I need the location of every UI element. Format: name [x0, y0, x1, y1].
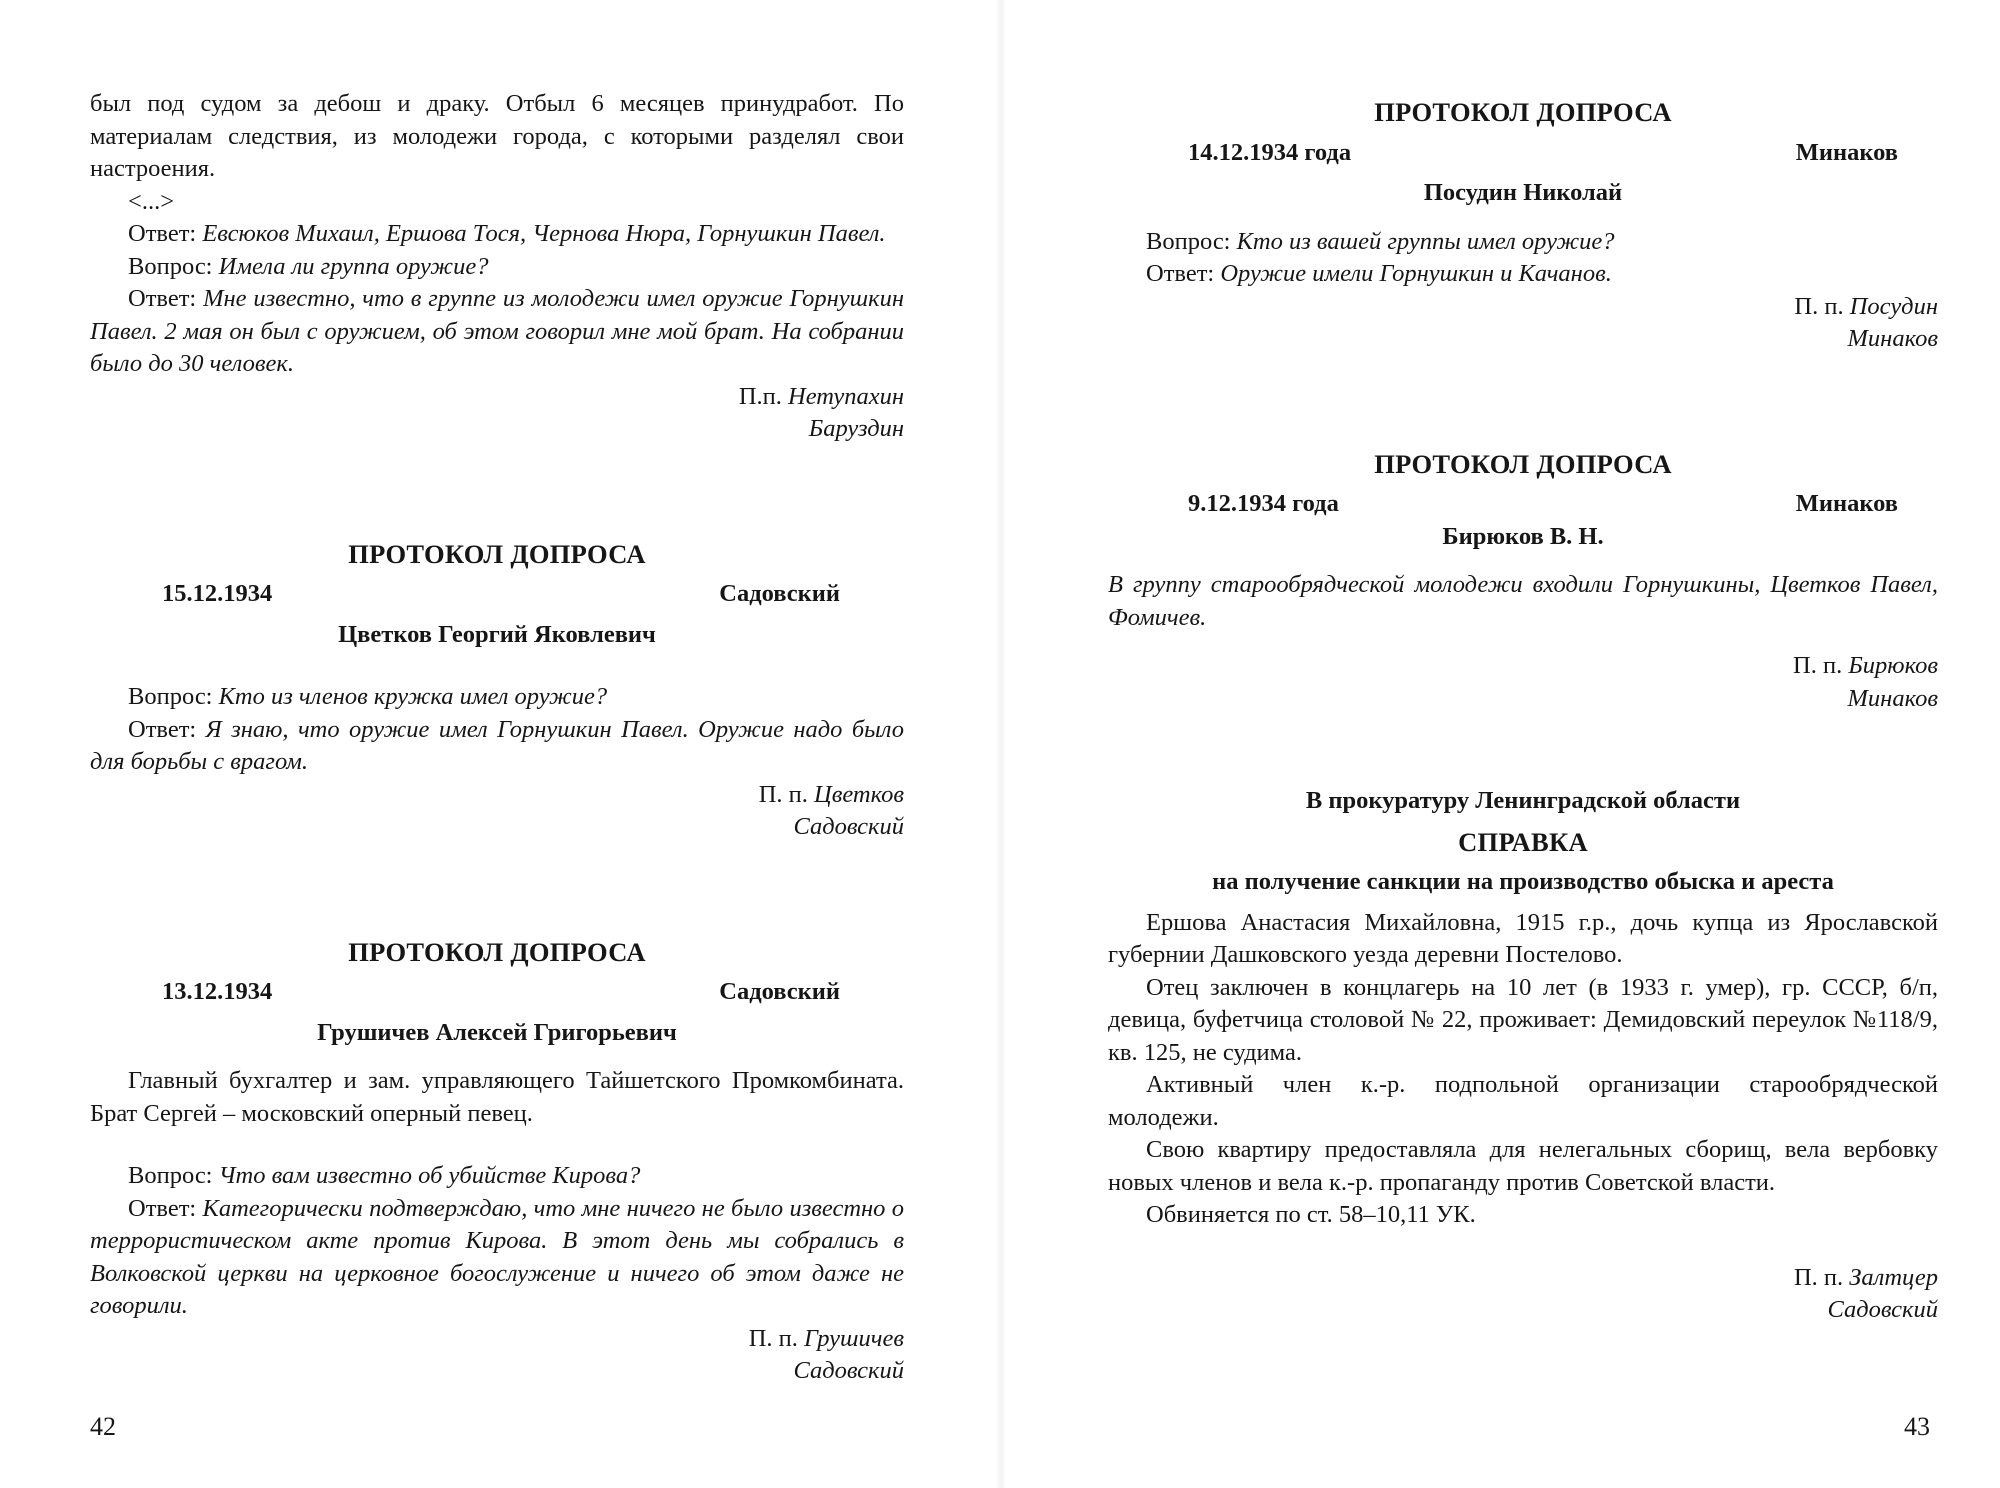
signature-prefix: П. п.: [758, 780, 808, 808]
answer-label: Ответ:: [128, 220, 197, 247]
protocol-date: 15.12.1934: [162, 580, 273, 607]
answer-text: Я знаю, что оружие имел Горнушкин Павел. Оружие надо было для борьбы с врагом.: [90, 715, 905, 775]
signature-line: [1108, 650, 1938, 683]
interrogated-person: Бирюков В. Н.: [1442, 522, 1604, 550]
answer-label: Ответ:: [128, 1194, 197, 1222]
answer-label: Ответ:: [128, 285, 197, 312]
protocol-officer: Садовский: [719, 978, 840, 1005]
protocol-meta: [90, 976, 904, 1009]
person-bio: Главный бухгалтер и зам. управляющего Тайшетского Промкомбината. Брат Сергей – московский оперный певец.: [90, 1067, 904, 1127]
intro-paragraph: был под судом за дебош и драку. Отбыл 6 месяцев принудработ. По материалам следствия, из молодежи города, с которыми разделял свои настроения.: [90, 90, 904, 182]
answer-text: Категорически подтверждаю, что мне ничего не было известно о террористическом акте против Кирова. В этот день мы собрались в Волковской церкви на церковное богослужение и ничего об этом даже не говорили.: [90, 1194, 904, 1319]
signature-prefix: П. п.: [1793, 1263, 1844, 1291]
spravka-subtitle: на получение санкции на производство обыска и ареста: [1212, 868, 1834, 895]
spravka-paragraph: Свою квартиру предоставляла для нелегальных сборищ, вела вербовку новых членов и вела к.-р. пропаганду против Советской власти.: [1108, 1136, 1938, 1196]
signature-name: Минаков: [1847, 684, 1938, 712]
signature-line: [90, 779, 904, 812]
question-label: Вопрос:: [128, 252, 213, 280]
answer-text: Оружие имели Горнушкин и Качанов.: [1220, 260, 1612, 287]
protocol-officer: Садовский: [719, 580, 840, 607]
signature-prefix: П.п.: [738, 382, 782, 410]
signature-line-2: [90, 413, 904, 446]
question-text: Кто из членов кружка имел оружие?: [218, 683, 608, 710]
spravka-title: СПРАВКА: [1458, 826, 1588, 857]
question: [1108, 226, 1938, 259]
answer-label: Ответ:: [128, 715, 197, 743]
protocol-title: ПРОТОКОЛ ДОПРОСА: [348, 538, 646, 569]
protocol-title: ПРОТОКОЛ ДОПРОСА: [348, 936, 646, 967]
signature-line: [1108, 291, 1938, 324]
spravka-paragraph: Активный член к.-р. подпольной организации старообрядческой молодежи.: [1108, 1071, 1938, 1131]
signature-line-2: [90, 1355, 904, 1388]
signature-name: Грушичев: [804, 1324, 904, 1352]
spravka-paragraph: Отец заключен в концлагерь на 10 лет (в 1933 г. умер), гр. СССР, б/п, девица, буфетчица столовой № 22, проживает: Демидовский переулок №118/9, кв. 125, не судима.: [1108, 973, 1938, 1066]
interrogated-person: Грушичев Алексей Григорьевич: [317, 1018, 677, 1046]
signature-name: Садовский: [793, 1357, 904, 1384]
protocol-date: 9.12.1934 года: [1188, 490, 1339, 517]
spacer: [90, 844, 904, 936]
signature-prefix: П. п.: [1793, 652, 1843, 679]
question: [90, 681, 904, 714]
question-label: Вопрос:: [128, 683, 213, 710]
question-label: Вопрос:: [128, 1162, 213, 1189]
signature-name: Нетупахин: [788, 382, 904, 410]
signature-name: Баруздин: [808, 415, 904, 442]
signature-line: [90, 381, 904, 414]
protocol-meta: [1108, 488, 1938, 521]
answer-1: [90, 218, 904, 251]
question-1: [90, 251, 904, 284]
signature-name: Садовский: [1827, 1296, 1938, 1323]
answer: [90, 714, 904, 779]
signature-name: Цветков: [814, 780, 904, 808]
spravka-addressee: В прокуратуру Ленинградской области: [1305, 787, 1741, 814]
question: [90, 1160, 904, 1193]
spacer: [90, 446, 904, 538]
protocol-meta: [1108, 137, 1938, 170]
spacer: [1108, 356, 1938, 448]
signature-line: [1108, 1262, 1938, 1295]
signature-name: Посудин: [1849, 292, 1938, 320]
protocol-date: 14.12.1934 года: [1188, 138, 1352, 166]
spravka-paragraph: Ершова Анастасия Михайловна, 1915 г.р., дочь купца из Ярославской губернии Дашковского уезда деревни Постелово.: [1108, 908, 1938, 968]
answer-text: Евсюков Михаил, Ершова Тося, Чернова Нюра, Горнушкин Павел.: [202, 220, 886, 247]
protocol-meta: [90, 578, 904, 611]
interrogated-person: Посудин Николай: [1423, 179, 1623, 206]
signature-line: [90, 1323, 904, 1356]
signature-line-2: [1108, 323, 1938, 356]
protocol-date: 13.12.1934: [162, 978, 273, 1005]
ellipsis: <...>: [128, 187, 175, 215]
question-text: Что вам известно об убийстве Кирова?: [218, 1162, 641, 1189]
page-number: 42: [90, 1412, 116, 1441]
signature-line-2: [90, 811, 904, 844]
question-label: Вопрос:: [1146, 227, 1231, 255]
signature-line-2: [1108, 1294, 1938, 1327]
signature-prefix: П. п.: [748, 1324, 798, 1352]
question-text: Имела ли группа оружие?: [218, 252, 489, 280]
interrogated-person: Цветков Георгий Яковлевич: [338, 620, 656, 648]
question-text: Кто из вашей группы имел оружие?: [1236, 227, 1615, 255]
protocol-title: ПРОТОКОЛ ДОПРОСА: [1374, 448, 1672, 479]
answer-label: Ответ:: [1146, 260, 1215, 287]
signature-line-2: [1108, 683, 1938, 716]
protocol-officer: Минаков: [1795, 138, 1898, 166]
answer-2: [90, 283, 904, 381]
answer: [1108, 258, 1938, 291]
spacer: [1108, 715, 1938, 785]
right-page-column: [1108, 96, 1938, 1327]
signature-prefix: П. п.: [1794, 292, 1844, 320]
signature-name: Минаков: [1847, 325, 1938, 352]
signature-name: Залтцер: [1849, 1263, 1938, 1291]
page-number: 43: [1904, 1412, 1930, 1441]
answer: [90, 1193, 904, 1323]
statement-text: [1108, 569, 1938, 634]
protocol-title: ПРОТОКОЛ ДОПРОСА: [1374, 97, 1672, 127]
statement-italic: В группу старообрядческой молодежи входили Горнушкины, Цветков Павел, Фомичев.: [1108, 571, 1938, 631]
answer-text: Мне известно, что в группе из молодежи имел оружие Горнушкин Павел. 2 мая он был с оружием, об этом говорил мне мой брат. На собрании было до 30 человек.: [90, 285, 905, 377]
left-page-column: [90, 88, 904, 1388]
signature-name: Садовский: [793, 813, 904, 840]
signature-name: Бирюков: [1848, 652, 1938, 679]
protocol-officer: Минаков: [1795, 490, 1898, 517]
spravka-paragraph: Обвиняется по ст. 58–10,11 УК.: [1146, 1201, 1476, 1228]
